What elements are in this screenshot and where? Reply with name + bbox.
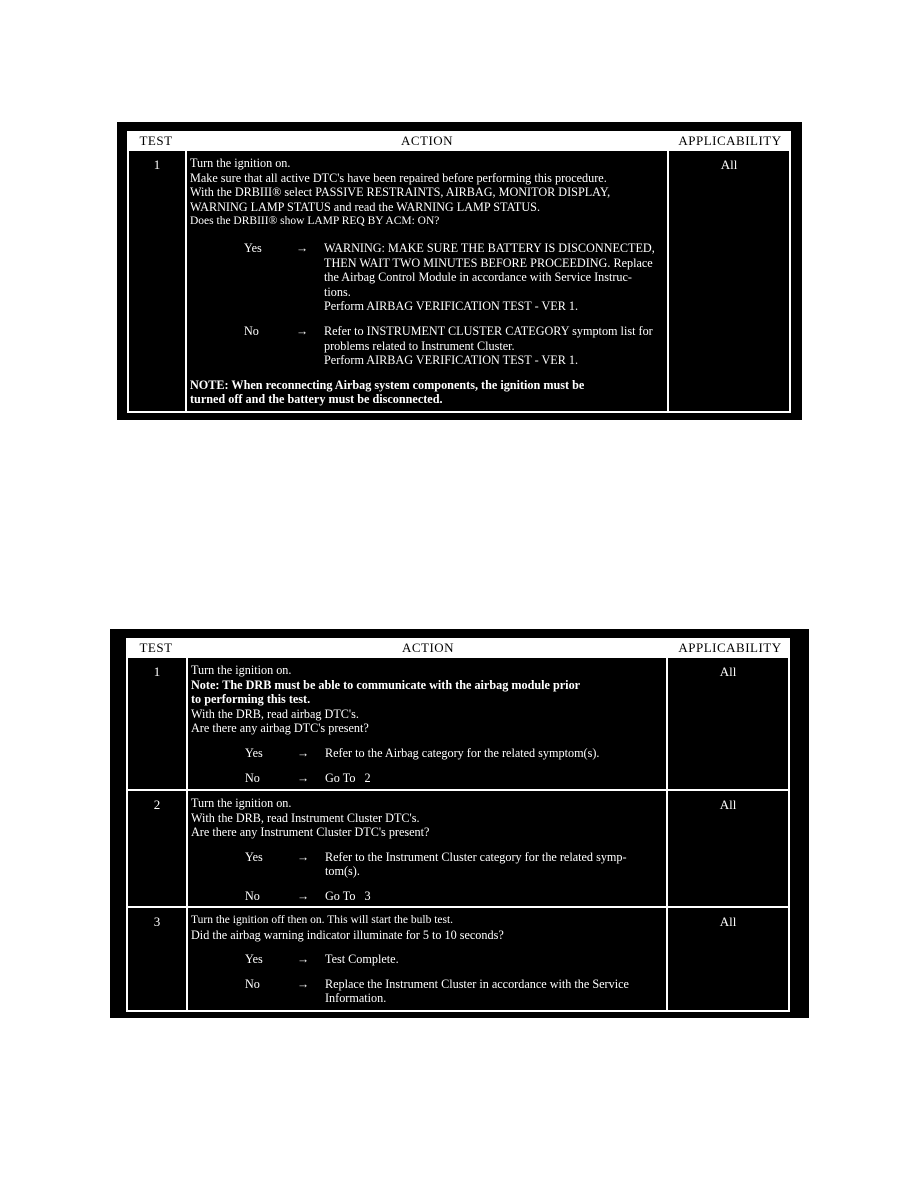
action-line: With the DRBIII® select PASSIVE RESTRAINTS, AIRBAG, MONITOR DISPLAY, [190, 185, 611, 200]
note-line: Note: The DRB must be able to communicate with the airbag module prior [191, 677, 581, 692]
arrow-icon: → [297, 745, 310, 760]
test-number: 1 [153, 664, 161, 679]
arrow-icon: → [296, 323, 309, 338]
question-line: Did the airbag warning indicator illuminate for 5 to 10 seconds? [191, 927, 504, 942]
grid-line [788, 658, 790, 1012]
applicability-cell: All [719, 664, 737, 679]
action-line: Turn the ignition on. [191, 663, 292, 677]
action-line: Turn the ignition on. [190, 156, 291, 170]
no-text: problems related to Instrument Cluster. [324, 338, 515, 353]
arrow-icon: → [297, 952, 310, 967]
action-cell [188, 791, 666, 904]
yes-text: Perform AIRBAG VERIFICATION TEST - VER 1. [324, 299, 579, 314]
applicability-cell: All [719, 914, 737, 929]
yes-option [190, 241, 664, 314]
action-line: Make sure that all active DTC's have been repaired before performing this procedure. [190, 170, 607, 185]
arrow-icon: → [297, 849, 310, 864]
grid-line [666, 658, 668, 1012]
question-line: Are there any airbag DTC's present? [191, 721, 369, 736]
yes-text: tom(s). [325, 864, 360, 879]
no-option [190, 324, 664, 368]
yes-label: Yes [245, 952, 263, 967]
question-line: Are there any Instrument Cluster DTC's present? [191, 825, 430, 840]
diagnostic-table-2 [110, 629, 809, 1018]
grid-line [667, 151, 669, 413]
yes-option [191, 952, 663, 967]
yes-text: THEN WAIT TWO MINUTES BEFORE PROCEEDING. Replace [324, 255, 653, 270]
no-text: Go To 2 [325, 770, 371, 785]
table-header [127, 131, 791, 151]
yes-text: Refer to the Airbag category for the related symptom(s). [325, 745, 600, 760]
note-line: to performing this test. [191, 692, 311, 707]
question-line: Does the DRBIII® show LAMP REQ BY ACM: ON? [190, 215, 440, 228]
action-cell [188, 908, 666, 1006]
no-option [191, 771, 663, 786]
header-action: ACTION [401, 640, 455, 655]
note-block [190, 378, 664, 407]
grid-line [126, 1010, 790, 1012]
table-header [126, 638, 790, 658]
header-test: TEST [139, 640, 173, 655]
header-action: ACTION [400, 133, 454, 148]
arrow-icon: → [297, 770, 310, 785]
yes-text: WARNING: MAKE SURE THE BATTERY IS DISCONNECTED, [324, 240, 655, 255]
no-label: No [245, 976, 260, 991]
header-applicability: APPLICABILITY [678, 133, 782, 148]
arrow-icon: → [297, 976, 310, 991]
no-option [191, 977, 663, 1006]
test-number: 2 [153, 797, 161, 812]
action-line: With the DRB, read Instrument Cluster DTC's. [191, 810, 420, 825]
no-label: No [244, 323, 259, 338]
yes-text: the Airbag Control Module in accordance with Service Instruc- [324, 270, 632, 285]
header-test: TEST [139, 133, 173, 148]
yes-label: Yes [245, 849, 263, 864]
no-text: Go To 3 [325, 888, 371, 903]
note-line: turned off and the battery must be disconnected. [190, 392, 443, 407]
yes-text: Refer to the Instrument Cluster category for the related symp- [325, 849, 627, 864]
arrow-icon: → [297, 888, 310, 903]
action-line: Turn the ignition on. [191, 796, 292, 810]
no-text: Information. [325, 991, 387, 1006]
applicability-cell: All [719, 797, 737, 812]
yes-option [191, 746, 663, 761]
no-label: No [245, 888, 260, 903]
yes-text: Test Complete. [325, 952, 399, 967]
no-label: No [245, 770, 260, 785]
yes-text: tions. [324, 284, 351, 299]
action-cell [188, 658, 666, 785]
no-text: Refer to INSTRUMENT CLUSTER CATEGORY symptom list for [324, 323, 653, 338]
grid-line [127, 151, 129, 413]
header-applicability: APPLICABILITY [678, 640, 782, 655]
note-line: NOTE: When reconnecting Airbag system components, the ignition must be [190, 377, 585, 392]
grid-line [789, 151, 791, 413]
no-option [191, 889, 663, 904]
yes-label: Yes [245, 745, 263, 760]
diagnostic-table-1 [117, 122, 802, 420]
test-number: 3 [153, 914, 161, 929]
applicability-cell: All [720, 157, 738, 172]
no-text: Perform AIRBAG VERIFICATION TEST - VER 1. [324, 353, 579, 368]
arrow-icon: → [296, 240, 309, 255]
action-line: With the DRB, read airbag DTC's. [191, 706, 359, 721]
grid-line [127, 411, 791, 413]
action-line: Turn the ignition off then on. This will start the bulb test. [191, 914, 454, 926]
test-number: 1 [153, 157, 161, 172]
no-text: Replace the Instrument Cluster in accordance with the Service [325, 976, 629, 991]
yes-option [191, 850, 663, 879]
action-line: WARNING LAMP STATUS and read the WARNING LAMP STATUS. [190, 199, 541, 214]
yes-label: Yes [244, 240, 262, 255]
grid-line [126, 658, 128, 1012]
action-cell [187, 151, 667, 407]
